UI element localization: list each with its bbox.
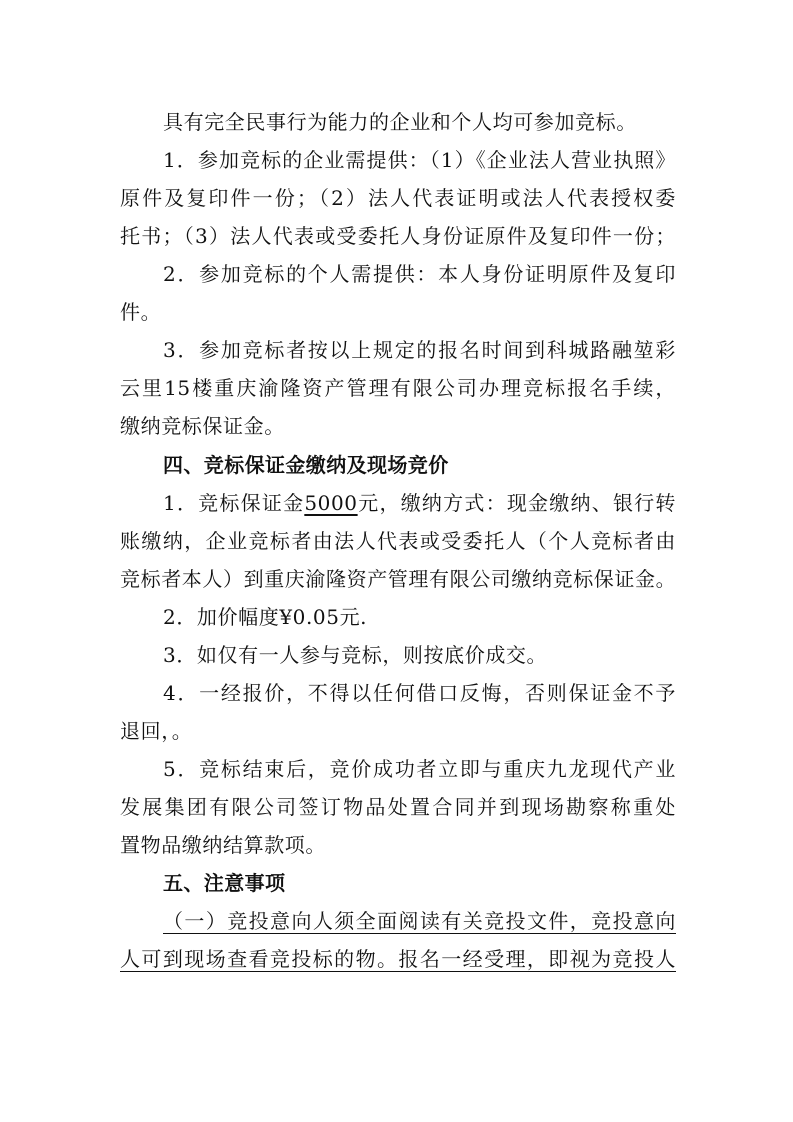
note-1-line-2: 人可到现场查看竞投标的物。报名一经受理，即视为竞投人 bbox=[120, 947, 676, 971]
note-1-line-1: （一）竞投意向人须全面阅读有关竞投文件，竞投意向 bbox=[163, 909, 676, 933]
individual-requirements-line-2: 件。 bbox=[120, 300, 162, 324]
deposit-line-1 bbox=[163, 489, 676, 517]
registration-line-1: 3．参加竞标者按以上规定的报名时间到科城路融堃彩 bbox=[163, 338, 676, 362]
section-5-heading: 五、注意事项 bbox=[163, 871, 286, 895]
paragraph-eligibility: 具有完全民事行为能力的企业和个人均可参加竞标。 bbox=[163, 110, 637, 134]
section-4-heading: 四、竞标保证金缴纳及现场竞价 bbox=[163, 453, 449, 477]
contract-line-1: 5．竞标结束后，竞价成功者立即与重庆九龙现代产业 bbox=[163, 757, 676, 781]
no-retraction-line-2: 退回，。 bbox=[120, 719, 193, 743]
no-retraction-line-1: 4．一经报价，不得以任何借口反悔，否则保证金不予 bbox=[163, 681, 676, 705]
bid-increment: 2．加价幅度¥0.05元. bbox=[163, 605, 368, 629]
registration-line-2: 云里15楼重庆渝隆资产管理有限公司办理竞标报名手续， bbox=[120, 376, 676, 400]
enterprise-requirements-line-1: 1．参加竞标的企业需提供：（1）《企业法人营业执照》 bbox=[163, 148, 676, 172]
deposit-payment-methods: 元，缴纳方式：现金缴纳、银行转 bbox=[357, 491, 676, 515]
enterprise-requirements-line-2: 原件及复印件一份；（2）法人代表证明或法人代表授权委 bbox=[120, 186, 676, 210]
registration-line-3: 缴纳竞标保证金。 bbox=[120, 414, 285, 438]
individual-requirements-line-1: 2．参加竞标的个人需提供：本人身份证明原件及复印 bbox=[163, 262, 676, 286]
contract-line-3: 置物品缴纳结算款项。 bbox=[120, 833, 326, 857]
deposit-amount: 5000 bbox=[304, 491, 358, 515]
contract-line-2: 发展集团有限公司签订物品处置合同并到现场勘察称重处 bbox=[120, 795, 676, 819]
single-bidder-rule: 3．如仅有一人参与竞标，则按底价成交。 bbox=[163, 643, 548, 667]
deposit-label: 1．竞标保证金 bbox=[163, 491, 305, 515]
deposit-line-3: 竞标者本人）到重庆渝隆资产管理有限公司缴纳竞标保证金。 bbox=[120, 567, 677, 591]
deposit-line-2: 账缴纳，企业竞标者由法人代表或受委托人（个人竞标者由 bbox=[120, 529, 676, 553]
enterprise-requirements-line-3: 托书；（3）法人代表或受委托人身份证原件及复印件一份； bbox=[120, 224, 676, 248]
